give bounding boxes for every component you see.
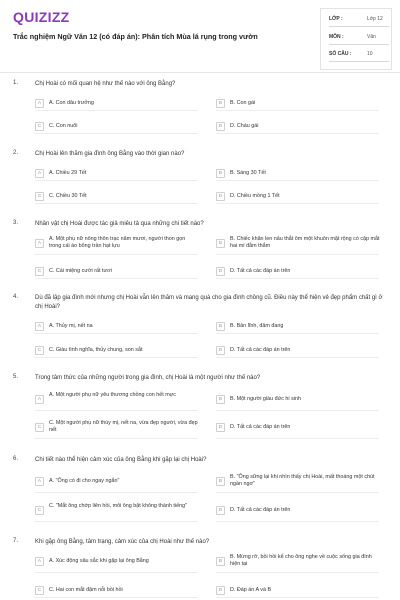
option-text: C. Hai con mắt đậm nỗi bồi hồi bbox=[49, 587, 123, 593]
option-text: D. Chiều mồng 1 Tết bbox=[230, 193, 280, 199]
option-text: A. Một người phụ nữ yêu thương chồng con hết mực bbox=[49, 392, 176, 398]
question-text: Dù đã lập gia đình mới nhưng chị Hoài vẫn lên thăm và mang quà cho gia đình chồng cũ. Điều này thể hiện vẻ đẹp phẩm chất gì ở chị Hoài? bbox=[35, 295, 383, 310]
option-letter-box: D bbox=[216, 122, 225, 131]
option-text: B. Bản lĩnh, đảm đang bbox=[230, 323, 284, 329]
option-text: D. Tất cả các đáp án trên bbox=[230, 424, 291, 430]
option-letter-box: D bbox=[216, 586, 225, 595]
meta-value: Lớp 12 bbox=[367, 16, 383, 22]
option-text: A. Chiều 29 Tết bbox=[49, 170, 87, 176]
meta-value: 10 bbox=[367, 51, 373, 57]
meta-info-box bbox=[320, 8, 392, 70]
option-text: B. "Ông sững lại khi nhìn thấy chị Hoài, mất thoáng một chút ngần ngơ" bbox=[230, 474, 375, 488]
question-text: Nhân vật chị Hoài được tác giả miêu tả qua những chi tiết nào? bbox=[35, 221, 204, 227]
option-letter-box: A bbox=[35, 557, 44, 566]
option-text: C. Giàu tình nghĩa, thủy chung, son sắt bbox=[49, 347, 143, 353]
option-text: D. Tất cả các đáp án trên bbox=[230, 268, 291, 274]
option-letter-box: C bbox=[35, 122, 44, 131]
meta-row-question-count bbox=[329, 50, 389, 62]
option-text: D. Tất cả các đáp án trên bbox=[230, 507, 291, 513]
option-letter-box: B bbox=[216, 322, 225, 331]
meta-label: LỚP : bbox=[329, 16, 343, 22]
question-number: 4. bbox=[13, 294, 19, 300]
option-letter-box: B bbox=[216, 395, 225, 404]
option-c[interactable] bbox=[35, 584, 198, 598]
option-b[interactable] bbox=[216, 97, 379, 111]
option-letter-box: B bbox=[216, 169, 225, 178]
option-text: A. "Ông có đi cho ngay ngắn" bbox=[49, 478, 120, 484]
option-text: C. Cái miệng cười rất tươi bbox=[49, 268, 112, 274]
option-text: C. Chiều 30 Tết bbox=[49, 193, 87, 199]
worksheet-header bbox=[0, 0, 400, 74]
option-d[interactable] bbox=[216, 265, 379, 279]
question-number: 3. bbox=[13, 220, 19, 226]
option-letter-box: A bbox=[35, 239, 44, 248]
option-b[interactable] bbox=[216, 234, 379, 255]
option-text: A. Thủy mị, nết na bbox=[49, 323, 93, 329]
option-text: B. Một người giàu đức hi sinh bbox=[230, 396, 301, 402]
option-letter-box: C bbox=[35, 586, 44, 595]
option-text: D. Đáp án A và B bbox=[230, 587, 272, 593]
option-a[interactable] bbox=[35, 234, 198, 255]
option-letter-box: D bbox=[216, 267, 225, 276]
option-c[interactable] bbox=[35, 418, 198, 439]
option-text: B. Sáng 30 Tết bbox=[230, 170, 266, 176]
option-letter-box: A bbox=[35, 322, 44, 331]
option-a[interactable] bbox=[35, 97, 198, 111]
option-letter-box: C bbox=[35, 346, 44, 355]
option-text: A. Xúc động sâu sắc khi gặp lại ông Bằng bbox=[49, 558, 149, 564]
option-text: D. Tất cả các đáp án trên bbox=[230, 347, 291, 353]
option-a[interactable] bbox=[35, 320, 198, 334]
option-text: C. "Mắt ông chớp liên hồi, môi ông bật không thành tiếng" bbox=[49, 503, 188, 509]
option-text: D. Cháu gái bbox=[230, 123, 259, 129]
question-text: Chi tiết nào thể hiện cảm xúc của ông Bằng khi gặp lại chị Hoài? bbox=[35, 457, 207, 463]
option-letter-box: C bbox=[35, 506, 44, 515]
question-number: 1. bbox=[13, 80, 19, 86]
option-text: B. Chiếc khăn len nâu thắt ôm một khuôn mặt rộng có cặp mắt hai mí đằm thắm bbox=[230, 236, 380, 250]
question-text: Trong tâm thức của những người trong gia đình, chị Hoài là một người như thế nào? bbox=[35, 375, 261, 381]
option-d[interactable] bbox=[216, 584, 379, 598]
option-text: A. Một phụ nữ nông thôn trạc năm mươi, người thon gọn trong cái áo bông trần hạt lựu bbox=[49, 236, 186, 250]
option-d[interactable] bbox=[216, 344, 379, 358]
option-letter-box: A bbox=[35, 169, 44, 178]
option-letter-box: A bbox=[35, 477, 44, 486]
option-a[interactable] bbox=[35, 390, 198, 411]
option-c[interactable] bbox=[35, 265, 198, 279]
meta-row-subject bbox=[329, 33, 389, 45]
option-letter-box: D bbox=[216, 346, 225, 355]
option-b[interactable] bbox=[216, 167, 379, 181]
meta-label: SỐ CÂU : bbox=[329, 51, 352, 57]
meta-label: MÔN : bbox=[329, 34, 344, 40]
meta-row-grade bbox=[329, 15, 389, 27]
option-letter-box: C bbox=[35, 423, 44, 432]
question-number: 7. bbox=[13, 538, 19, 544]
question-number: 5. bbox=[13, 374, 19, 380]
meta-value: Văn bbox=[367, 34, 376, 40]
question-text: Khi gặp ông Bằng, tâm trạng, cảm xúc của chị Hoài như thế nào? bbox=[35, 539, 210, 545]
option-d[interactable] bbox=[216, 120, 379, 134]
question-number: 2. bbox=[13, 150, 19, 156]
option-letter-box: B bbox=[216, 99, 225, 108]
option-text: C. Con nuôi bbox=[49, 123, 78, 129]
quizizz-logo: QUIZIZZ bbox=[13, 9, 70, 25]
option-d[interactable] bbox=[216, 190, 379, 204]
option-letter-box: D bbox=[216, 192, 225, 201]
option-b[interactable] bbox=[216, 320, 379, 334]
option-c[interactable] bbox=[35, 344, 198, 358]
option-a[interactable] bbox=[35, 167, 198, 181]
question-text: Chị Hoài lên thăm gia đình ông Bằng vào thời gian nào? bbox=[35, 151, 185, 157]
option-b[interactable] bbox=[216, 472, 379, 493]
option-letter-box: C bbox=[35, 192, 44, 201]
option-c[interactable] bbox=[35, 190, 198, 204]
header-divider bbox=[0, 72, 400, 73]
option-b[interactable] bbox=[216, 552, 379, 573]
option-letter-box: A bbox=[35, 395, 44, 404]
worksheet-title: Trắc nghiệm Ngữ Văn 12 (có đáp án): Phân tích Mùa lá rụng trong vườn bbox=[13, 32, 258, 41]
option-letter-box: B bbox=[216, 477, 225, 486]
option-letter-box: C bbox=[35, 267, 44, 276]
option-a[interactable] bbox=[35, 552, 198, 573]
option-text: B. Mừng rỡ, bồi hồi kể cho ông nghe về cuộc sống gia đình hiện tại bbox=[230, 554, 372, 568]
option-text: B. Con gái bbox=[230, 100, 256, 106]
option-c[interactable] bbox=[35, 501, 198, 522]
option-letter-box: D bbox=[216, 506, 225, 515]
option-letter-box: A bbox=[35, 99, 44, 108]
option-text: A. Con dâu trưởng bbox=[49, 100, 94, 106]
option-d[interactable] bbox=[216, 501, 379, 522]
option-b[interactable] bbox=[216, 390, 379, 411]
option-letter-box: D bbox=[216, 423, 225, 432]
option-a[interactable] bbox=[35, 472, 198, 493]
option-letter-box: B bbox=[216, 239, 225, 248]
question-number: 6. bbox=[13, 456, 19, 462]
option-c[interactable] bbox=[35, 120, 198, 134]
option-text: C. Một người phụ nữ thùy mị, nết na, vừa đẹp người, vừa đẹp nết bbox=[49, 420, 198, 434]
option-d[interactable] bbox=[216, 418, 379, 439]
option-letter-box: B bbox=[216, 557, 225, 566]
question-text: Chị Hoài có mối quan hệ như thế nào với ông Bằng? bbox=[35, 81, 176, 87]
